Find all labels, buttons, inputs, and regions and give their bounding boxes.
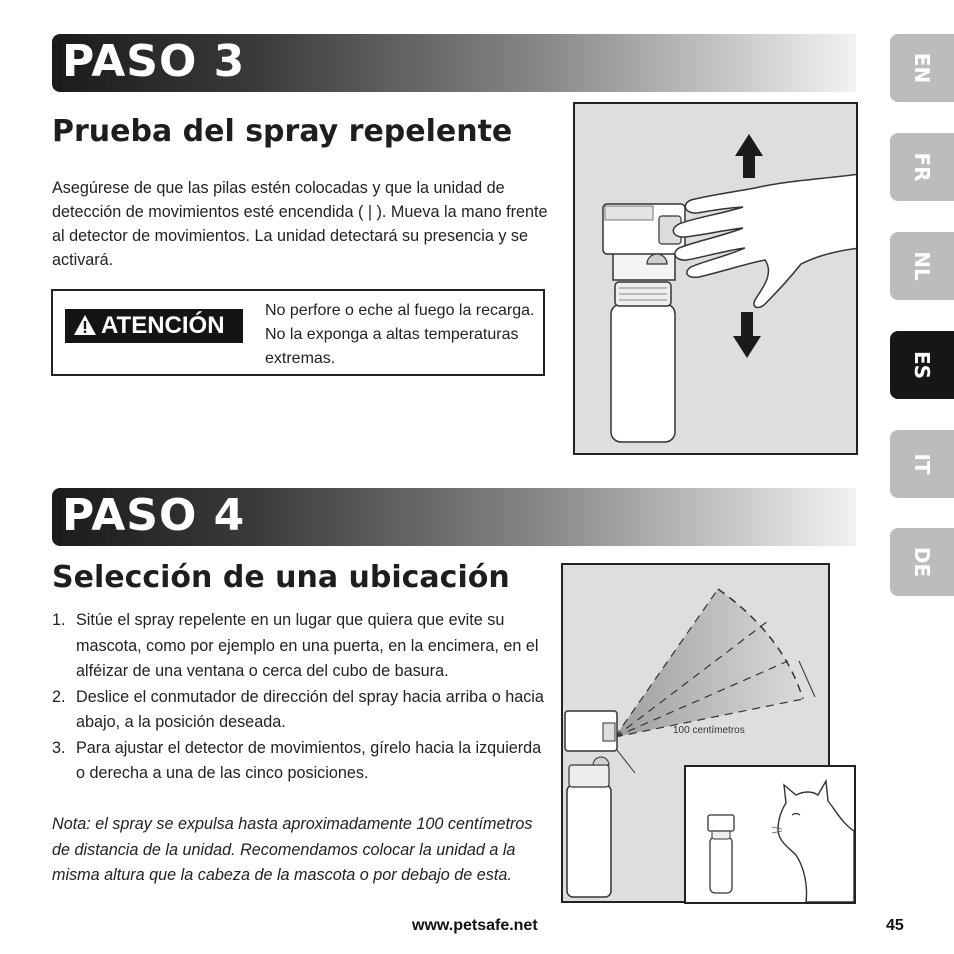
warning-label-text: ATENCIÓN xyxy=(101,312,225,339)
tab-de[interactable]: DE xyxy=(890,528,954,596)
footer-url[interactable]: www.petsafe.net xyxy=(412,917,538,934)
note-text: Nota: el spray se expulsa hasta aproximadamente 100 centímetros de distancia de la unidad. Recomendamos colocar la unidad a la misma altura que la cabeza de la mascota o por debajo de esta. xyxy=(52,815,533,884)
spray-unit-hand-drawing xyxy=(575,104,856,453)
tab-en[interactable]: EN xyxy=(890,34,954,102)
warning-label xyxy=(65,309,243,343)
paso-3-banner xyxy=(52,34,856,92)
paso-4-title: PASO 4 xyxy=(62,490,246,541)
step-list xyxy=(52,608,552,787)
list-item: 3. Para ajustar el detector de movimientos, gírelo hacia la izquierda o derecha a una de las cinco posiciones. xyxy=(52,738,542,782)
paso-3-body: Asegúrese de que las pilas estén colocadas y que la unidad de detección de movimientos esté encendida ( | ). Mueva la mano frente al detector de movimientos. La unidad detectará su presencia y se activará. xyxy=(52,179,548,269)
paso-3-title: PASO 3 xyxy=(62,36,246,87)
paso-3-heading: Prueba del spray repelente xyxy=(52,114,513,149)
distance-label: 100 centímetros xyxy=(673,725,745,736)
hand-test-illustration xyxy=(573,102,858,455)
warning-text: No perfore o eche al fuego la recarga. No la exponga a altas temperaturas extremas. xyxy=(265,302,535,367)
cat-illustration xyxy=(684,765,856,904)
list-item: 1. Sitúe el spray repelente en un lugar que quiera que evite su mascota, como por ejemplo en una puerta, en la encimera, en el alféizar de una ventana o cerca del cubo de basura. xyxy=(52,611,539,680)
warning-triangle-icon xyxy=(73,314,97,336)
cat-and-unit-drawing xyxy=(686,767,854,902)
list-item: 2. Deslice el conmutador de dirección del spray hacia arriba o hacia abajo, a la posición deseada. xyxy=(52,687,544,731)
tab-fr[interactable]: FR xyxy=(890,133,954,201)
tab-it[interactable]: IT xyxy=(890,430,954,498)
paso-4-banner xyxy=(52,488,856,546)
tab-nl[interactable]: NL xyxy=(890,232,954,300)
page-number: 45 xyxy=(886,917,904,934)
warning-box xyxy=(51,289,545,376)
paso-4-heading: Selección de una ubicación xyxy=(52,560,510,595)
tab-es[interactable]: ES xyxy=(890,331,954,399)
